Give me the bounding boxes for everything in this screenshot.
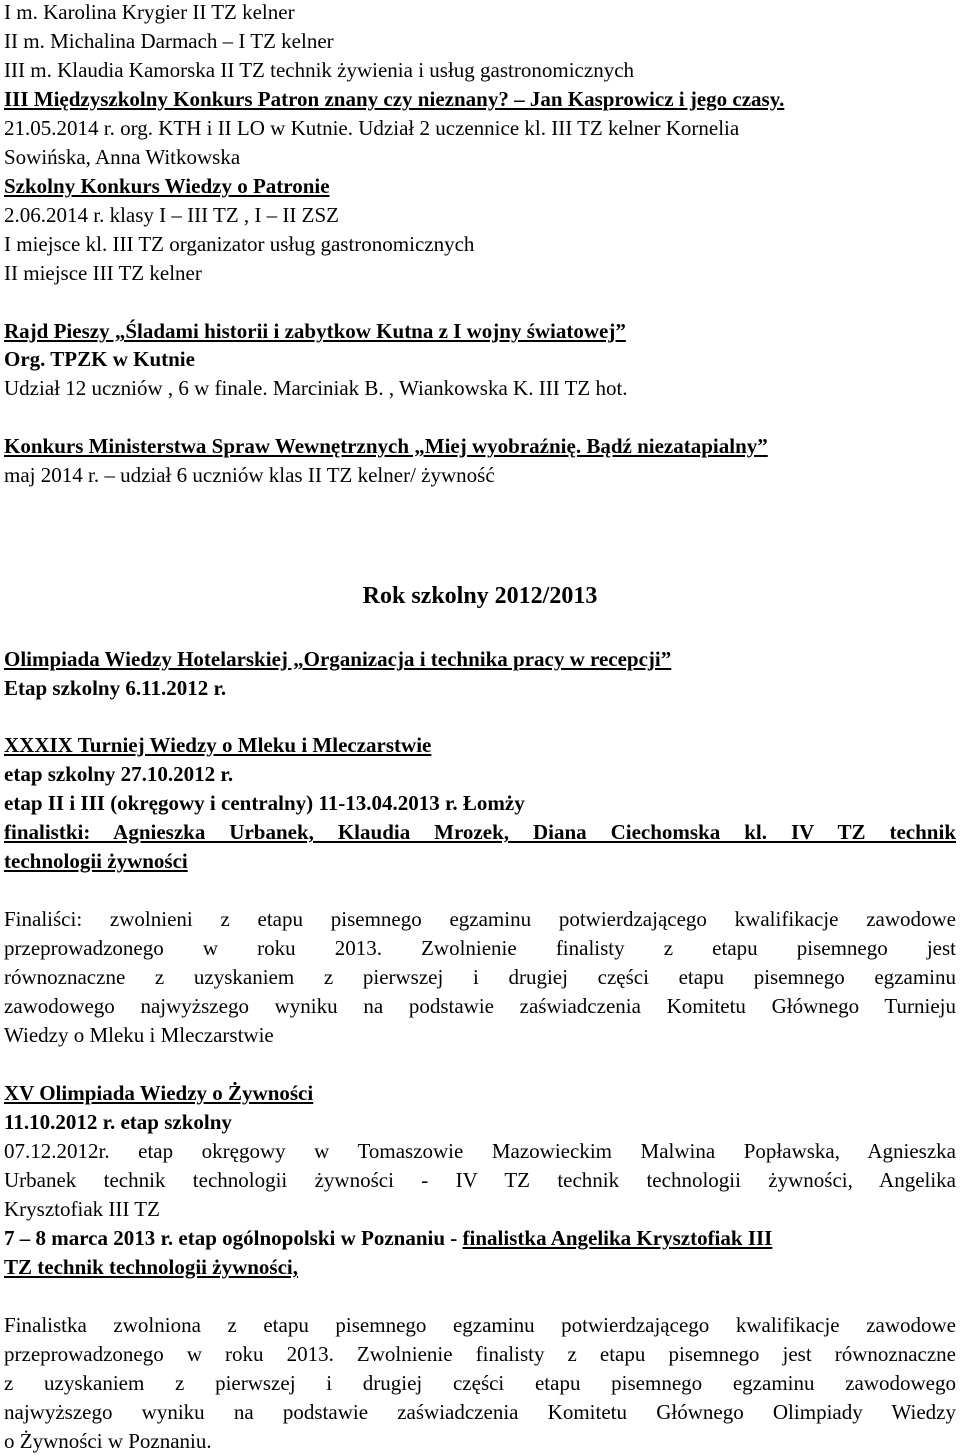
heading-rally: Rajd Pieszy „Śladami historii i zabytkow Kutna z I wojny światowej” bbox=[4, 319, 626, 343]
paragraph-line: 07.12.2012r. etap okręgowy w Tomaszowie Mazowieckim Malwina Popławska, Agnieszka bbox=[4, 1139, 956, 1163]
text-line: III m. Klaudia Kamorska II TZ technik żywienia i usług gastronomicznych bbox=[4, 58, 635, 82]
text-line: I m. Karolina Krygier II TZ kelner bbox=[4, 0, 295, 24]
paragraph-line: równoznaczne z uzyskaniem z pierwszej i drugiej części etapu pisemnego egzaminu bbox=[4, 965, 956, 989]
paragraph-line: Finaliści: zwolnieni z etapu pisemnego egzaminu potwierdzającego kwalifikacje zawodowe bbox=[4, 907, 956, 931]
text-line: I miejsce kl. III TZ organizator usług gastronomicznych bbox=[4, 232, 475, 256]
finalists-line: finalistki: Agnieszka Urbanek, Klaudia Mrozek, Diana Ciechomska kl. IV TZ technik bbox=[4, 820, 956, 844]
text-line: 11.10.2012 r. etap szkolny bbox=[4, 1110, 232, 1134]
section-title: Rok szkolny 2012/2013 bbox=[362, 583, 598, 609]
heading-contest: III Międzyszkolny Konkurs Patron znany czy nieznany? – Jan Kasprowicz i jego czasy. bbox=[4, 87, 785, 111]
paragraph-line: Urbanek technik technologii żywności - IV TZ technik technologii żywności, Angelika bbox=[4, 1168, 956, 1192]
text-line: Udział 12 uczniów , 6 w finale. Marciniak B. , Wiankowska K. III TZ hot. bbox=[4, 376, 628, 400]
finalist-name: TZ technik technologii żywności, bbox=[4, 1255, 299, 1279]
text-line: etap szkolny 27.10.2012 r. bbox=[4, 762, 234, 786]
finalists-line: technologii żywności bbox=[4, 849, 188, 873]
text-line: II m. Michalina Darmach – I TZ kelner bbox=[4, 29, 334, 53]
paragraph-line: o Żywności w Poznaniu. bbox=[4, 1429, 212, 1453]
text-line: II miejsce III TZ kelner bbox=[4, 261, 202, 285]
heading-olympiad: XV Olimpiada Wiedzy o Żywności bbox=[4, 1081, 314, 1105]
paragraph-line: przeprowadzonego w roku 2013. Zwolnienie finalisty z etapu pisemnego jest równoznaczne bbox=[4, 1342, 956, 1366]
text-line: 2.06.2014 r. klasy I – III TZ , I – II ZSZ bbox=[4, 203, 339, 227]
paragraph-line: Finalistka zwolniona z etapu pisemnego egzaminu potwierdzającego kwalifikacje zawodowe bbox=[4, 1313, 956, 1337]
national-stage-text: 7 – 8 marca 2013 r. etap ogólnopolski w Poznaniu - bbox=[4, 1226, 463, 1250]
national-stage-line bbox=[4, 1224, 956, 1253]
heading-olympiad: Olimpiada Wiedzy Hotelarskiej „Organizacja i technika pracy w recepcji” bbox=[4, 647, 672, 671]
heading-contest: Konkurs Ministerstwa Spraw Wewnętrznych „Miej wyobraźnię. Bądź niezatapialny” bbox=[4, 434, 768, 458]
paragraph-line: Krysztofiak III TZ bbox=[4, 1197, 160, 1221]
text-line: Org. TPZK w Kutnie bbox=[4, 347, 195, 371]
paragraph-line: z uzyskaniem z pierwszej i drugiej części etapu pisemnego egzaminu zawodowego bbox=[4, 1371, 956, 1395]
paragraph-line: najwyższego wyniku na podstawie zaświadczenia Komitetu Głównego Olimpiady Wiedzy bbox=[4, 1400, 956, 1424]
heading-contest: Szkolny Konkurs Wiedzy o Patronie bbox=[4, 174, 330, 198]
paragraph-line: przeprowadzonego w roku 2013. Zwolnienie finalisty z etapu pisemnego jest bbox=[4, 936, 956, 960]
heading-tournament: XXXIX Turniej Wiedzy o Mleku i Mleczarstwie bbox=[4, 733, 432, 757]
text-line: Sowińska, Anna Witkowska bbox=[4, 145, 241, 169]
text-line: maj 2014 r. – udział 6 uczniów klas II TZ kelner/ żywność bbox=[4, 463, 495, 487]
finalist-name: finalistka Angelika Krysztofiak III bbox=[462, 1226, 773, 1250]
text-line: Etap szkolny 6.11.2012 r. bbox=[4, 676, 227, 700]
text-line: etap II i III (okręgowy i centralny) 11-13.04.2013 r. Łomży bbox=[4, 791, 525, 815]
paragraph-line: Wiedzy o Mleku i Mleczarstwie bbox=[4, 1023, 274, 1047]
text-line: 21.05.2014 r. org. KTH i II LO w Kutnie. Udział 2 uczennice kl. III TZ kelner Kornelia bbox=[4, 116, 740, 140]
paragraph-line: zawodowego najwyższego wyniku na podstawie zaświadczenia Komitetu Głównego Turnieju bbox=[4, 994, 956, 1018]
